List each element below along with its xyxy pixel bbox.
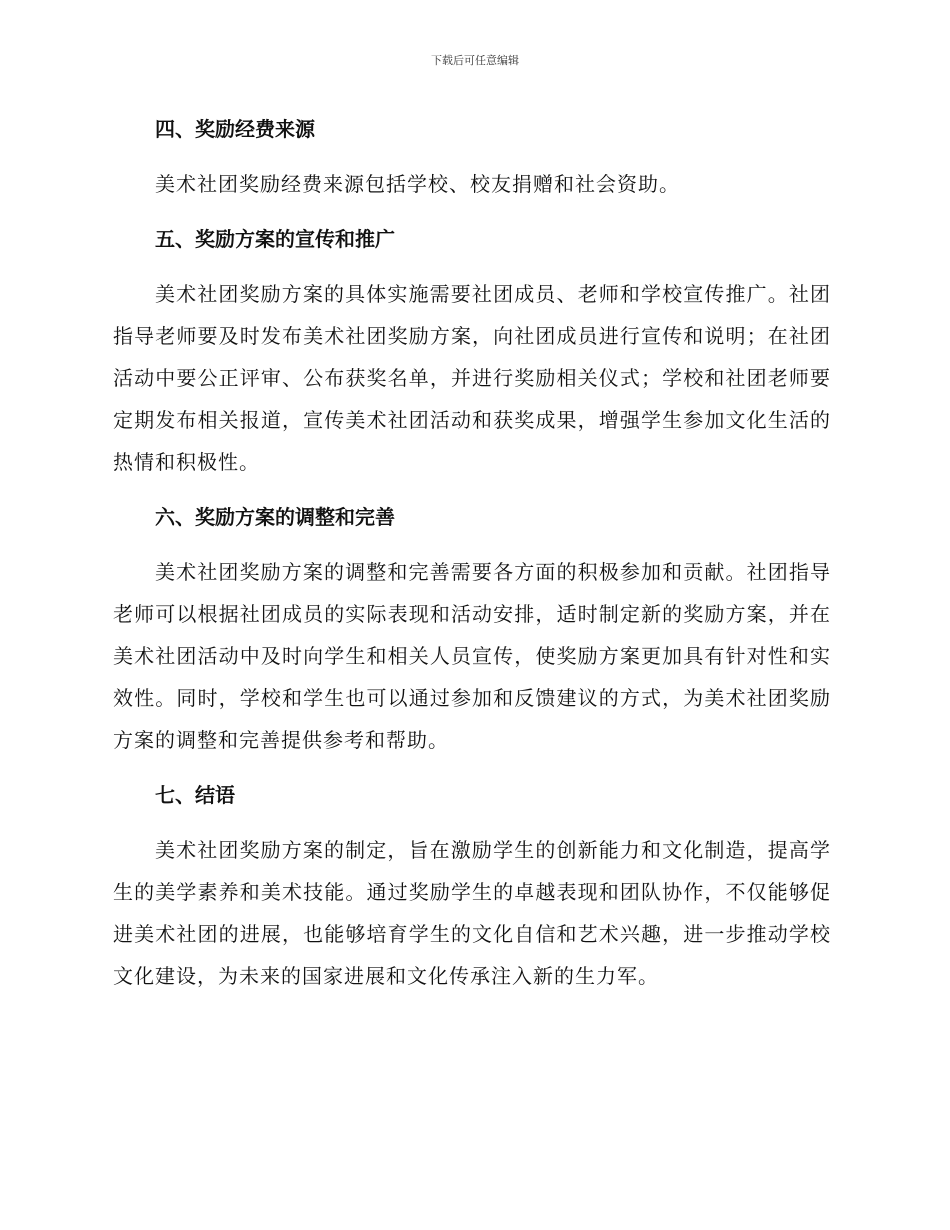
section-heading: 四、奖励经费来源 [155,117,315,141]
document-body [113,108,831,1010]
page-header: 下载后可任意编辑 [431,54,519,67]
section-funding-source [113,108,831,205]
section-promotion [113,218,831,483]
section-paragraph: 美术社团奖励经费来源包括学校、校友捐赠和社会资助。 [155,172,680,196]
section-conclusion [113,774,831,997]
section-heading: 五、奖励方案的宣传和推广 [155,227,395,251]
section-paragraph: 美术社团奖励方案的制定，旨在激励学生的创新能力和文化制造，提高学生的美学素养和美术技能。通过奖励学生的卓越表现和团队协作，不仅能够促进美术社团的进展，也能够培育学生的文化自信和艺术兴趣，进一步推动学校文化建设，为未来的国家进展和文化传承注入新的生力军。 [113,838,831,988]
section-adjustment [113,496,831,761]
section-paragraph: 美术社团奖励方案的调整和完善需要各方面的积极参加和贡献。社团指导老师可以根据社团成员的实际表现和活动安排，适时制定新的奖励方案，并在美术社团活动中及时向学生和相关人员宣传，使奖励方案更加具有针对性和实效性。同时，学校和学生也可以通过参加和反馈建议的方式，为美术社团奖励方案的调整和完善提供参考和帮助。 [113,560,831,752]
section-heading: 六、奖励方案的调整和完善 [155,505,395,529]
section-paragraph: 美术社团奖励方案的具体实施需要社团成员、老师和学校宣传推广。社团指导老师要及时发布美术社团奖励方案，向社团成员进行宣传和说明；在社团活动中要公正评审、公布获奖名单，并进行奖励相关仪式；学校和社团老师要定期发布相关报道，宣传美术社团活动和获奖成果，增强学生参加文化生活的热情和积极性。 [113,282,831,474]
section-heading: 七、结语 [155,783,235,807]
